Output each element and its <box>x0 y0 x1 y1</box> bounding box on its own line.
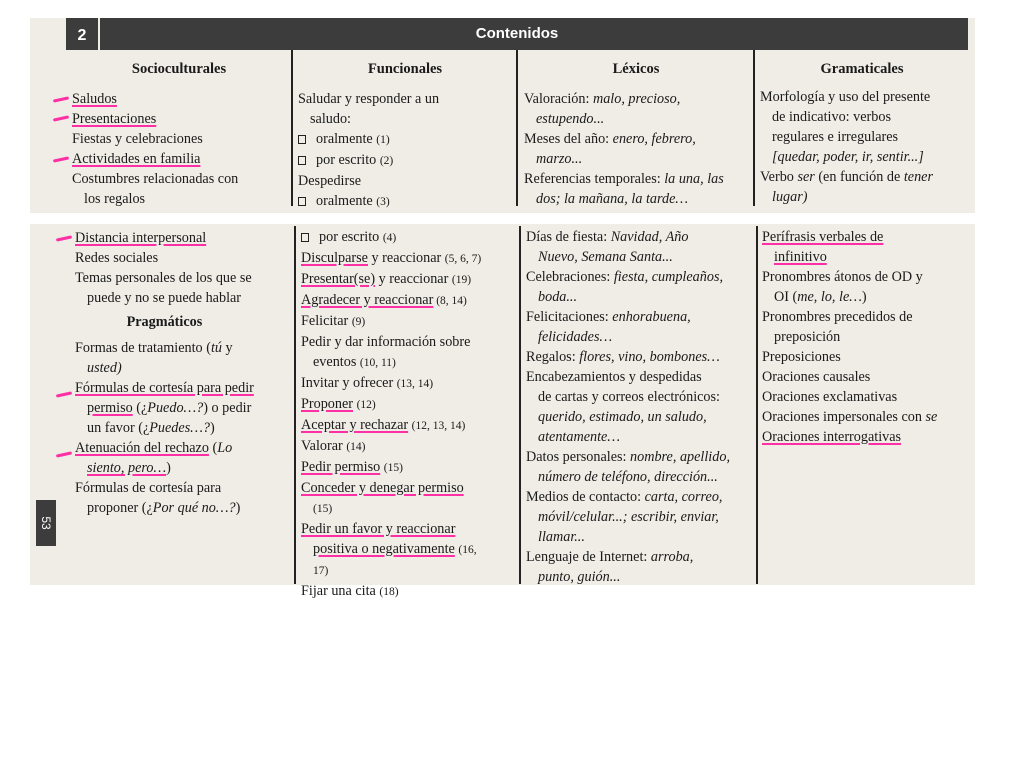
list-item: Días de fiesta: Navidad, Año <box>526 229 689 245</box>
divider-2-top <box>516 50 518 206</box>
list-item: proponer (¿Por qué no…?) <box>87 500 241 516</box>
list-item: Pronombres átonos de OD y <box>762 269 923 285</box>
list-item: por escrito (4) <box>301 227 481 248</box>
list-item: usted) <box>87 360 122 376</box>
list-item: Aceptar y rechazar (12, 13, 14) <box>301 417 466 433</box>
col-heading-gramaticales: Gramaticales <box>820 61 904 77</box>
list-item: Medios de contacto: carta, correo, <box>526 489 723 505</box>
list-item: lugar) <box>772 189 808 205</box>
list-item: Pedir y dar información sobre <box>301 334 471 350</box>
list-item: Valoración: malo, precioso, <box>524 91 681 107</box>
list-item: Pedir permiso (15) <box>301 459 403 475</box>
divider-3-bottom <box>756 226 758 584</box>
col-heading-socioculturales: Socioculturales <box>131 61 227 77</box>
list-item: OI (me, lo, le…) <box>774 289 867 305</box>
list-item: Regalos: flores, vino, bombones… <box>526 349 720 365</box>
header-title: Contenidos <box>475 25 559 42</box>
list-item: de cartas y correos electrónicos: <box>538 389 720 405</box>
list-item: Oraciones causales <box>762 369 871 385</box>
list-item: Despedirse <box>298 173 362 189</box>
list-item: Temas personales de los que se <box>75 270 252 286</box>
checkbox-bullet-icon <box>298 197 306 206</box>
list-item: Fórmulas de cortesía para <box>75 480 222 496</box>
unit-number: 2 <box>66 18 100 50</box>
list-item: Felicitar (9) <box>301 313 366 329</box>
list-item: Fiestas y celebraciones <box>72 131 203 147</box>
list-item: Pronombres precedidos de <box>762 309 913 325</box>
list-item: Costumbres relacionadas con <box>72 171 239 187</box>
checkbox-bullet-icon <box>301 233 309 242</box>
list-item: móvil/celular...; escribir, enviar, <box>538 509 719 525</box>
list-item: llamar... <box>538 529 585 545</box>
list-item: Celebraciones: fiesta, cumpleaños, <box>526 269 724 285</box>
list-item: siento, pero…) <box>87 460 171 476</box>
list-item: número de teléfono, dirección... <box>538 469 718 485</box>
list-item: Datos personales: nombre, apellido, <box>526 449 730 465</box>
list-item: Agradecer y reaccionar (8, 14) <box>301 292 467 308</box>
list-item: 17) <box>313 565 329 577</box>
list-item: Distancia interpersonal <box>75 230 207 246</box>
list-item: Oraciones impersonales con se <box>762 409 938 425</box>
list-item: estupendo... <box>536 111 605 127</box>
list-item: atentamente… <box>538 429 620 445</box>
list-item: Encabezamientos y despedidas <box>526 369 702 385</box>
list-item: Oraciones exclamativas <box>762 389 898 405</box>
list-item: (15) <box>313 503 333 515</box>
subheading-pragmaticos: Pragmáticos <box>126 314 203 330</box>
list-item: saludo: <box>310 111 351 127</box>
list-item: Presentar(se) y reaccionar (19) <box>301 271 472 287</box>
list-item: felicidades… <box>538 329 613 345</box>
socio-top-list <box>72 89 238 209</box>
list-item: Pedir un favor y reaccionar <box>301 521 456 537</box>
list-item: Preposiciones <box>762 349 841 365</box>
col-heading-funcionales: Funcionales <box>367 61 443 77</box>
list-item: Proponer (12) <box>301 396 376 412</box>
socio-bottom-list <box>75 228 254 518</box>
page-number: 53 <box>39 516 53 530</box>
list-item: Actividades en familia <box>72 151 201 167</box>
list-item: de indicativo: verbos <box>772 109 891 125</box>
divider-3-top <box>753 50 755 206</box>
list-item: Atenuación del rechazo (Lo <box>75 440 233 456</box>
list-item: Oraciones interrogativas <box>762 429 902 445</box>
list-item: Verbo ser (en función de tener <box>760 169 933 185</box>
list-item: Saludos <box>72 91 117 107</box>
col-heading-lexicos: Léxicos <box>612 61 660 77</box>
list-item: oralmente (1) <box>298 129 439 150</box>
list-item: Lenguaje de Internet: arroba, <box>526 549 694 565</box>
gram-bottom-list <box>762 227 937 447</box>
list-item: Morfología y uso del presente <box>760 89 931 105</box>
list-item: Meses del año: enero, febrero, <box>524 131 696 147</box>
page-number-tab <box>36 500 56 546</box>
list-item: punto, guión... <box>538 569 621 585</box>
list-item: Nuevo, Semana Santa... <box>538 249 673 265</box>
list-item: Fórmulas de cortesía para pedir <box>75 380 254 396</box>
list-item: Conceder y denegar permiso <box>301 480 464 496</box>
list-item: oralmente (3) <box>298 191 439 212</box>
list-item: Referencias temporales: la una, las <box>524 171 724 187</box>
list-item: Perífrasis verbales de <box>762 229 884 245</box>
divider-1-bottom <box>294 226 296 584</box>
gram-top-list <box>760 87 933 207</box>
list-item: Formas de tratamiento (tú y <box>75 340 233 356</box>
list-item: permiso (¿Puedo…?) o pedir <box>87 400 252 416</box>
list-item: Fijar una cita (18) <box>301 583 399 599</box>
list-item: querido, estimado, un saludo, <box>538 409 707 425</box>
list-item: [quedar, poder, ir, sentir...] <box>772 149 924 165</box>
list-item: Felicitaciones: enhorabuena, <box>526 309 691 325</box>
list-item: Redes sociales <box>75 250 159 266</box>
func-bottom-list <box>301 227 481 602</box>
func-top-list <box>298 89 439 212</box>
list-item: marzo... <box>536 151 583 167</box>
checkbox-bullet-icon <box>298 135 306 144</box>
list-item: Invitar y ofrecer (13, 14) <box>301 375 434 391</box>
list-item: eventos (10, 11) <box>313 354 396 370</box>
list-item: Saludar y responder a un <box>298 91 440 107</box>
list-item: dos; la mañana, la tarde… <box>536 191 688 207</box>
list-item: los regalos <box>84 191 146 207</box>
list-item: boda... <box>538 289 578 305</box>
checkbox-bullet-icon <box>298 156 306 165</box>
lex-top-list <box>524 89 724 209</box>
list-item: preposición <box>774 329 841 345</box>
list-item: infinitivo <box>774 249 827 265</box>
list-item: regulares e irregulares <box>772 129 899 145</box>
divider-2-bottom <box>519 226 521 584</box>
list-item: un favor (¿Puedes…?) <box>87 420 215 436</box>
list-item: Presentaciones <box>72 111 157 127</box>
list-item: positiva o negativamente (16, <box>313 541 477 557</box>
list-item: puede y no se puede hablar <box>87 290 242 306</box>
list-item: Valorar (14) <box>301 438 366 454</box>
lex-bottom-list <box>526 227 730 587</box>
divider-1-top <box>291 50 293 206</box>
list-item: por escrito (2) <box>298 150 439 171</box>
list-item: Disculparse y reaccionar (5, 6, 7) <box>301 250 482 266</box>
contents-header-bar <box>66 18 968 50</box>
